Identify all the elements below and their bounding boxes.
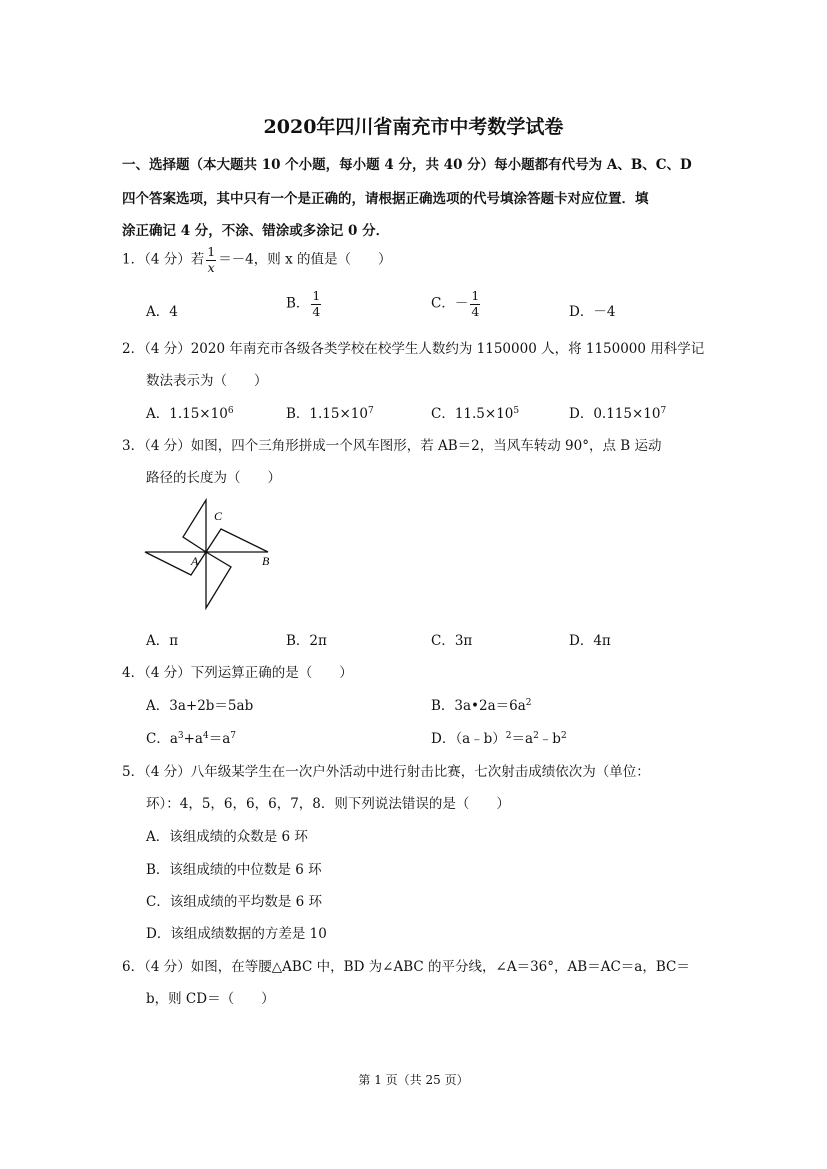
question-4-option-d <box>431 727 567 747</box>
question-5-option-b: B．该组成绩的中位数是 6 环 <box>146 862 322 878</box>
fraction-denominator: x <box>207 259 215 275</box>
question-6-stem-line2: b，则 CD＝（ ） <box>146 991 275 1007</box>
question-2-stem-line2: 数法表示为（ ） <box>146 373 268 389</box>
exponent: 7 <box>367 406 374 416</box>
question-4-option-a: A．3a+2b＝5ab <box>146 698 254 714</box>
question-5-option-c: C．该组成绩的平均数是 6 环 <box>146 894 323 910</box>
question-2-option-c <box>431 402 519 422</box>
exponent: 2 <box>505 731 512 741</box>
fraction-numerator: 1 <box>207 244 216 259</box>
section-heading-line1: 一、选择题（本大题共 10 个小题，每小题 4 分，共 40 分）每小题都有代号为 A、B、C、D <box>122 157 692 173</box>
section-heading-line2: 四个答案选项，其中只有一个是正确的，请根据正确选项的代号填涂答题卡对应位置．填 <box>122 191 649 207</box>
option-text: ﹣b <box>538 731 561 747</box>
option-text: ＝a <box>208 731 231 747</box>
exponent: 2 <box>525 698 532 708</box>
option-b-label: B． <box>286 295 310 312</box>
question-3-option-c: C．3π <box>431 633 473 649</box>
exponent: 2 <box>533 731 539 741</box>
question-3-option-d: D．4π <box>569 633 611 649</box>
question-4-stem: 4．（4 分）下列运算正确的是（ ） <box>122 665 353 681</box>
option-text: C．11.5×10 <box>431 406 514 422</box>
question-1-option-c <box>431 290 482 318</box>
option-text: +a <box>183 731 203 747</box>
pinwheel-triangle-top <box>183 500 206 552</box>
question-1-fraction <box>206 246 216 274</box>
figure-label-a: A <box>191 554 199 568</box>
question-2-option-b <box>286 402 374 422</box>
pinwheel-triangle-bottom <box>206 552 231 608</box>
question-3-stem-line1: 3．（4 分）如图，四个三角形拼成一个风车图形，若 AB＝2，当风车转动 90°，点 B 运动 <box>122 438 662 454</box>
question-2-stem-line1: 2．（4 分）2020 年南充市各级各类学校在校学生人数约为 1150000 人，将 1150000 用科学记 <box>122 341 705 357</box>
exponent: 2 <box>560 731 567 741</box>
pinwheel-center-point <box>204 550 208 554</box>
pinwheel-triangle-right <box>206 529 268 552</box>
question-4-option-c <box>146 727 236 747</box>
pinwheel-figure <box>140 497 280 612</box>
page-title: 2020年四川省南充市中考数学试卷 <box>263 116 564 138</box>
fraction-numerator: 1 <box>471 288 480 303</box>
option-c-label: C．－ <box>431 295 469 312</box>
question-2-option-a <box>146 402 234 422</box>
question-1-option-d: D．－4 <box>569 304 616 320</box>
question-6-stem-line1: 6．（4 分）如图，在等腰△ABC 中，BD 为∠ABC 的平分线，∠A＝36°，AB＝AC＝a，BC＝ <box>122 959 690 975</box>
exponent: 7 <box>230 731 237 741</box>
figure-label-c: C <box>214 509 223 523</box>
option-text: ＝a <box>511 731 534 747</box>
exponent: 3 <box>177 731 184 741</box>
exponent: 6 <box>227 406 234 416</box>
question-5-option-a: A．该组成绩的众数是 6 环 <box>146 829 308 845</box>
question-2-option-d <box>569 402 666 422</box>
question-1-rest: ＝－4，则 x 的值是（ ） <box>218 251 392 268</box>
option-text: B．1.15×10 <box>286 406 368 422</box>
question-5-stem-line1: 5．（4 分）八年级某学生在一次户外活动中进行射击比赛，七次射击成绩依次为（单位： <box>122 764 650 780</box>
option-text: C．a <box>146 731 178 747</box>
option-text: D．0.115×10 <box>569 406 661 422</box>
question-3-option-b: B．2π <box>286 633 327 649</box>
question-1-option-b <box>286 290 323 318</box>
fraction-denominator: 4 <box>312 303 321 319</box>
question-5-option-d: D．该组成绩数据的方差是 10 <box>146 926 327 942</box>
exponent: 7 <box>660 406 667 416</box>
fraction-numerator: 1 <box>312 288 321 303</box>
question-1-option-a: A．4 <box>146 304 178 320</box>
option-text: B．3a•2a＝6a <box>431 698 526 714</box>
option-text: D．（a﹣b） <box>431 731 506 747</box>
fraction-denominator: 4 <box>471 303 480 319</box>
question-1-stem <box>122 246 391 274</box>
question-5-stem-line2: 环）：4，5，6，6，6，7，8．则下列说法错误的是（ ） <box>146 796 510 812</box>
exponent: 4 <box>203 731 209 741</box>
exponent: 5 <box>513 406 520 416</box>
question-3-option-a: A．π <box>146 633 179 649</box>
question-3-stem-line2: 路径的长度为（ ） <box>146 470 281 486</box>
question-1-prefix: 1．（4 分）若 <box>122 251 205 268</box>
figure-label-b: B <box>262 554 270 568</box>
question-4-option-b <box>431 694 532 714</box>
option-text: A．1.15×10 <box>146 406 228 422</box>
section-heading-line3: 涂正确记 4 分，不涂、错涂或多涂记 0 分． <box>122 223 390 239</box>
page-number-footer: 第 1 页（共 25 页） <box>358 1073 469 1087</box>
